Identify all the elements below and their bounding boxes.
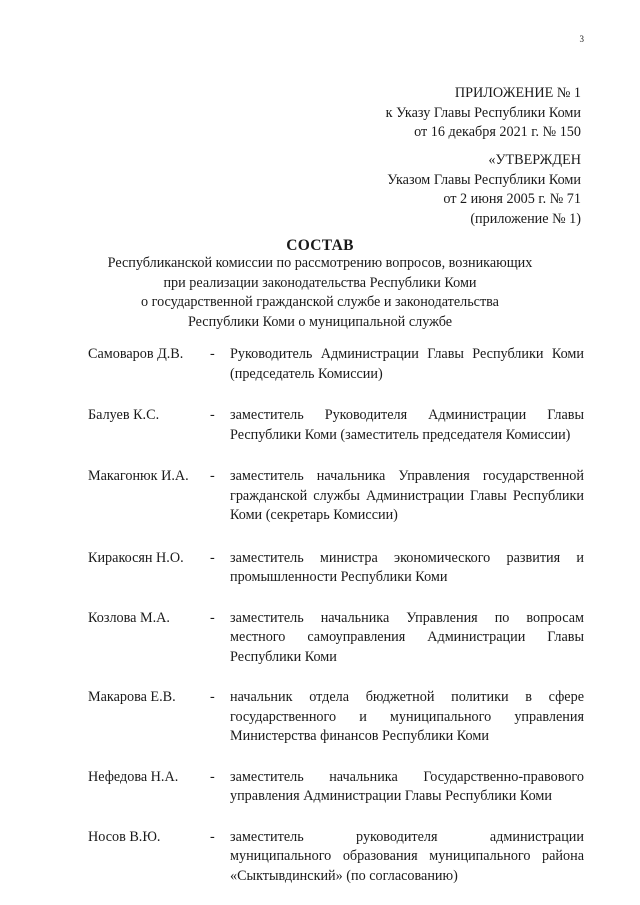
member-role: начальник отдела бюджетной политики в сфере государственного и муниципального управления Министерства финансов Республики Коми xyxy=(230,689,584,744)
appendix-line: ПРИЛОЖЕНИЕ № 1 xyxy=(454,85,581,101)
member-dash: - xyxy=(210,549,215,566)
member-entry xyxy=(88,406,584,445)
member-entry xyxy=(88,549,584,588)
approval-block xyxy=(387,151,581,229)
member-role: заместитель Руководителя Администрации Главы Республики Коми (заместитель председателя Комиссии) xyxy=(230,407,584,443)
commission-title-line: Республиканской комиссии по рассмотрению вопросов, возникающих xyxy=(107,255,533,271)
member-name: Козлова М.А. xyxy=(88,609,170,626)
member-dash: - xyxy=(210,468,215,484)
member-name: Балуев К.С. xyxy=(88,407,160,423)
appendix-line: от 16 декабря 2021 г. № 150 xyxy=(414,124,581,140)
page-number: 3 xyxy=(579,34,584,44)
approval-line: от 2 июня 2005 г. № 71 xyxy=(443,191,581,207)
member-role: заместитель начальника Управления по вопросам местного самоуправления Администрации Главы Республики Коми xyxy=(230,609,584,665)
member-role: Руководитель Администрации Главы Республики Коми (председатель Комиссии) xyxy=(230,346,584,382)
member-dash: - xyxy=(210,828,215,845)
commission-title-line: о государственной гражданской службе и законодательства xyxy=(141,294,499,310)
member-name: Самоваров Д.В. xyxy=(88,346,184,362)
commission-title-line: Республики Коми о муниципальной службе xyxy=(187,313,453,330)
member-name: Нефедова Н.А. xyxy=(88,768,179,785)
appendix-block xyxy=(386,84,581,143)
member-name: Макарова Е.В. xyxy=(88,689,176,705)
member-dash: - xyxy=(210,407,215,423)
commission-title xyxy=(0,254,640,332)
member-dash: - xyxy=(210,346,215,362)
member-list xyxy=(88,345,584,886)
member-name: Носов В.Ю. xyxy=(88,828,161,845)
member-role: заместитель начальника Управления государственной гражданской службы Администрации Главы Республики Коми (секретарь Комиссии) xyxy=(230,468,584,523)
member-entry xyxy=(88,768,584,807)
member-dash: - xyxy=(210,768,215,785)
member-name: Макагонюк И.А. xyxy=(88,468,189,484)
member-entry xyxy=(88,828,584,887)
approval-line: (приложение № 1) xyxy=(470,210,581,227)
member-name: Киракосян Н.О. xyxy=(88,549,184,566)
member-role: заместитель начальника Государственно-правового управления Администрации Главы Республики Коми xyxy=(230,768,584,804)
member-entry xyxy=(88,345,584,384)
member-entry xyxy=(88,688,584,747)
member-role: заместитель министра экономического развития и промышленности Республики Коми xyxy=(230,549,584,585)
document-title: СОСТАВ xyxy=(286,237,354,254)
member-dash: - xyxy=(210,609,215,626)
member-dash: - xyxy=(210,689,215,705)
appendix-line: к Указу Главы Республики Коми xyxy=(385,104,581,121)
member-entry xyxy=(88,609,584,668)
approval-line: Указом Главы Республики Коми xyxy=(387,171,581,188)
member-role: заместитель руководителя администрации муниципального образования муниципального района «Сыктывдинский» (по согласованию) xyxy=(230,828,584,884)
member-entry xyxy=(88,467,584,526)
commission-title-line: при реализации законодательства Республики Коми xyxy=(163,274,477,291)
approval-line: «УТВЕРЖДЕН xyxy=(488,152,581,168)
